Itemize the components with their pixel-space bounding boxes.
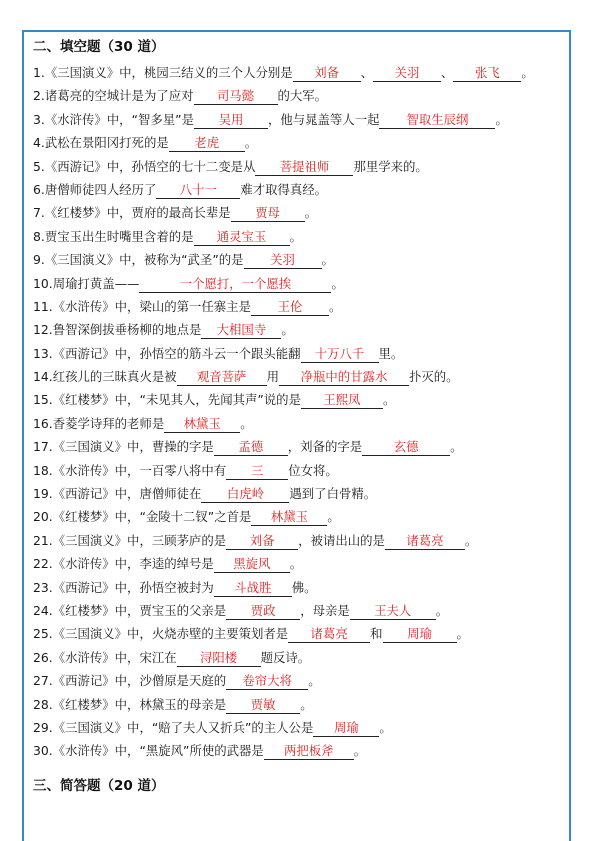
question-text: 位女将。	[288, 462, 338, 478]
question-text: 里。	[378, 345, 404, 361]
question-text: 23.《西游记》中，孙悟空被封为	[33, 579, 214, 595]
section-title-short-answer: 三、简答题（20 道）	[33, 778, 165, 794]
question-text: 3.《水浒传》中，“智多星”是	[33, 111, 194, 127]
question-item	[33, 739, 563, 762]
question-item	[33, 482, 563, 505]
answer-blank: 司马懿	[194, 87, 278, 105]
question-text: 、	[360, 65, 374, 80]
answer-blank: 大相国寺	[201, 321, 281, 339]
question-item	[33, 155, 563, 178]
question-text: 7.《红楼梦》中，贾府的最高长辈是	[33, 205, 231, 221]
answer-blank: 两把板斧	[264, 742, 354, 760]
answer-blank: 卷帘大将	[226, 672, 308, 690]
question-item	[33, 272, 563, 295]
question-item	[33, 669, 563, 692]
question-text: 。	[240, 415, 253, 431]
question-text: 。	[464, 532, 478, 548]
question-text: 难才取得真经。	[240, 181, 328, 197]
question-item	[33, 84, 563, 107]
question-text: 24.《红楼梦》中，贾宝玉的父亲是	[33, 602, 227, 618]
question-item	[33, 459, 563, 482]
answer-blank: 斗战胜	[214, 579, 292, 597]
answer-blank: 八十一	[156, 181, 240, 199]
question-text: 和	[370, 626, 383, 642]
question-text: ，他与晁盖等人一起	[267, 111, 380, 127]
question-text: 19.《西游记》中，唐僧师徒在	[33, 486, 202, 502]
question-text: 的大军。	[277, 88, 328, 104]
answer-blank: 林黛玉	[164, 415, 240, 433]
question-text: 。	[521, 65, 534, 80]
answer-blank: 吴用	[194, 111, 268, 129]
question-text: 9.《三国演义》中，被称为“武圣”的是	[33, 252, 244, 268]
question-text: 15.《红楼梦》中，“未见其人，先闻其声”说的是	[33, 392, 301, 408]
answer-blank: 周瑜	[313, 719, 379, 737]
answer-blank: 三	[226, 462, 288, 480]
question-text: 10.周瑜打黄盖——	[33, 275, 140, 291]
question-text: 20.《红楼梦》中，“金陵十二钗”之首是	[33, 509, 252, 525]
answer-blank: 玄德	[362, 438, 450, 456]
question-item	[33, 178, 563, 201]
question-text: 。	[300, 696, 313, 712]
answer-blank: 白虎岭	[201, 485, 289, 503]
question-text: 4.武松在景阳冈打死的是	[33, 135, 169, 151]
question-text: 13.《西游记》中，孙悟空的筋斗云一个跟头能翻	[33, 345, 301, 361]
question-text: ，刘备的字是	[287, 439, 363, 455]
question-text: 27.《西游记》中，沙僧原是天庭的	[33, 673, 227, 689]
question-item	[33, 622, 563, 645]
answer-blank: 菩提祖师	[255, 158, 353, 176]
answer-blank: 诸葛亮	[288, 625, 370, 643]
question-text: 那里学来的。	[353, 158, 428, 174]
question-text: ，被请出山的是	[298, 532, 385, 548]
question-item	[33, 225, 563, 248]
question-item	[33, 529, 563, 552]
answer-blank: 关羽	[373, 64, 441, 82]
question-text: 、	[441, 65, 454, 80]
question-text: 22.《水浒传》中，李逵的绰号是	[33, 556, 214, 572]
question-item	[33, 388, 563, 411]
question-item	[33, 61, 563, 84]
question-text: 8.贾宝玉出生时嘴里含着的是	[33, 228, 194, 244]
answer-blank: 智取生辰纲	[379, 111, 495, 129]
question-text: 。	[244, 135, 258, 151]
question-text: 用	[266, 369, 280, 385]
question-text: 16.香菱学诗拜的老师是	[33, 415, 165, 431]
question-text: 29.《三国演义》中，“赔了夫人又折兵”的主人公是	[33, 719, 314, 735]
question-text: 。	[289, 228, 302, 244]
question-item	[33, 131, 563, 154]
question-text: 。	[353, 743, 367, 759]
question-text: 。	[456, 626, 469, 642]
question-item	[33, 646, 563, 669]
answer-blank: 孟德	[214, 438, 288, 456]
answer-blank: 一个愿打，一个愿挨	[139, 275, 331, 293]
question-item	[33, 342, 563, 365]
question-text: 21.《三国演义》中，三顾茅庐的是	[33, 532, 227, 548]
question-item	[33, 248, 563, 271]
answer-blank: 浔阳楼	[177, 649, 261, 667]
answer-blank: 关羽	[244, 251, 322, 269]
answer-blank: 张飞	[453, 64, 521, 82]
answer-blank: 净瓶中的甘露水	[279, 368, 409, 386]
question-text: 。	[289, 556, 303, 572]
answer-blank: 刘备	[226, 532, 298, 550]
question-text: 17.《三国演义》中，曹操的字是	[33, 439, 214, 455]
question-text: 。	[495, 111, 508, 127]
question-item	[33, 576, 563, 599]
question-item	[33, 505, 563, 528]
question-text: 1.《三国演义》中，桃园三结义的三个人分别是	[33, 65, 293, 80]
question-text: 。	[379, 719, 392, 735]
question-text: 12.鲁智深倒拔垂杨柳的地点是	[33, 322, 202, 338]
question-text: 25.《三国演义》中，火烧赤壁的主要策划者是	[33, 626, 289, 642]
question-item	[33, 435, 563, 458]
question-item	[33, 412, 563, 435]
question-text: 。	[382, 392, 396, 408]
question-item	[33, 552, 563, 575]
question-text: 题反诗。	[260, 649, 311, 665]
answer-blank: 贾敏	[226, 696, 300, 714]
question-list	[33, 61, 563, 763]
question-item	[33, 365, 563, 388]
question-text: 。	[327, 509, 340, 525]
question-text: 14.红孩儿的三昧真火是被	[33, 369, 177, 385]
question-text: 26.《水浒传》中，宋江在	[33, 649, 177, 665]
answer-blank: 通灵宝玉	[194, 228, 290, 246]
question-text: 遇到了白骨精。	[289, 486, 377, 502]
question-text: 。	[450, 439, 463, 455]
question-item	[33, 295, 563, 318]
question-item	[33, 716, 563, 739]
question-text: 6.唐僧师徒四人经历了	[33, 181, 157, 197]
question-text: 2.诸葛亮的空城计是为了应对	[33, 88, 194, 104]
answer-blank: 贾政	[226, 602, 300, 620]
answer-blank: 王伦	[251, 298, 329, 316]
question-item	[33, 318, 563, 341]
answer-blank: 贾母	[231, 204, 305, 222]
answer-blank: 王熙凤	[301, 391, 383, 409]
question-item	[33, 108, 563, 131]
question-text: 扑灭的。	[409, 369, 459, 385]
answer-blank: 老虎	[169, 134, 245, 152]
question-text: 11.《水浒传》中，梁山的第一任寨主是	[33, 298, 251, 314]
section-title-fill-in: 二、填空题（30 道）	[33, 39, 165, 55]
answer-blank: 黑旋风	[214, 555, 290, 573]
question-text: 。	[308, 673, 321, 689]
answer-blank: 观音菩萨	[177, 368, 267, 386]
question-text: 5.《西游记》中，孙悟空的七十二变是从	[33, 158, 256, 174]
question-text: 。	[328, 298, 342, 314]
answer-blank: 十万八千	[301, 345, 379, 363]
question-text: 28.《红楼梦》中，林黛玉的母亲是	[33, 696, 227, 712]
answer-blank: 刘备	[293, 64, 361, 82]
question-text: 。	[435, 602, 449, 618]
question-item	[33, 201, 563, 224]
question-text: 。	[304, 205, 318, 221]
answer-blank: 诸葛亮	[385, 532, 465, 550]
question-text: 。	[321, 252, 334, 268]
question-text: 18.《水浒传》中，一百零八将中有	[33, 462, 227, 478]
answer-blank: 林黛玉	[251, 508, 327, 526]
question-text: ，母亲是	[300, 602, 350, 618]
answer-blank: 王夫人	[350, 602, 436, 620]
question-item	[33, 693, 563, 716]
question-text: 。	[281, 322, 294, 338]
answer-blank: 周瑜	[383, 625, 457, 643]
question-item	[33, 599, 563, 622]
question-text: 30.《水浒传》中，“黑旋风”所使的武器是	[33, 743, 264, 759]
question-text: 。	[331, 275, 344, 291]
question-text: 佛。	[291, 579, 317, 595]
